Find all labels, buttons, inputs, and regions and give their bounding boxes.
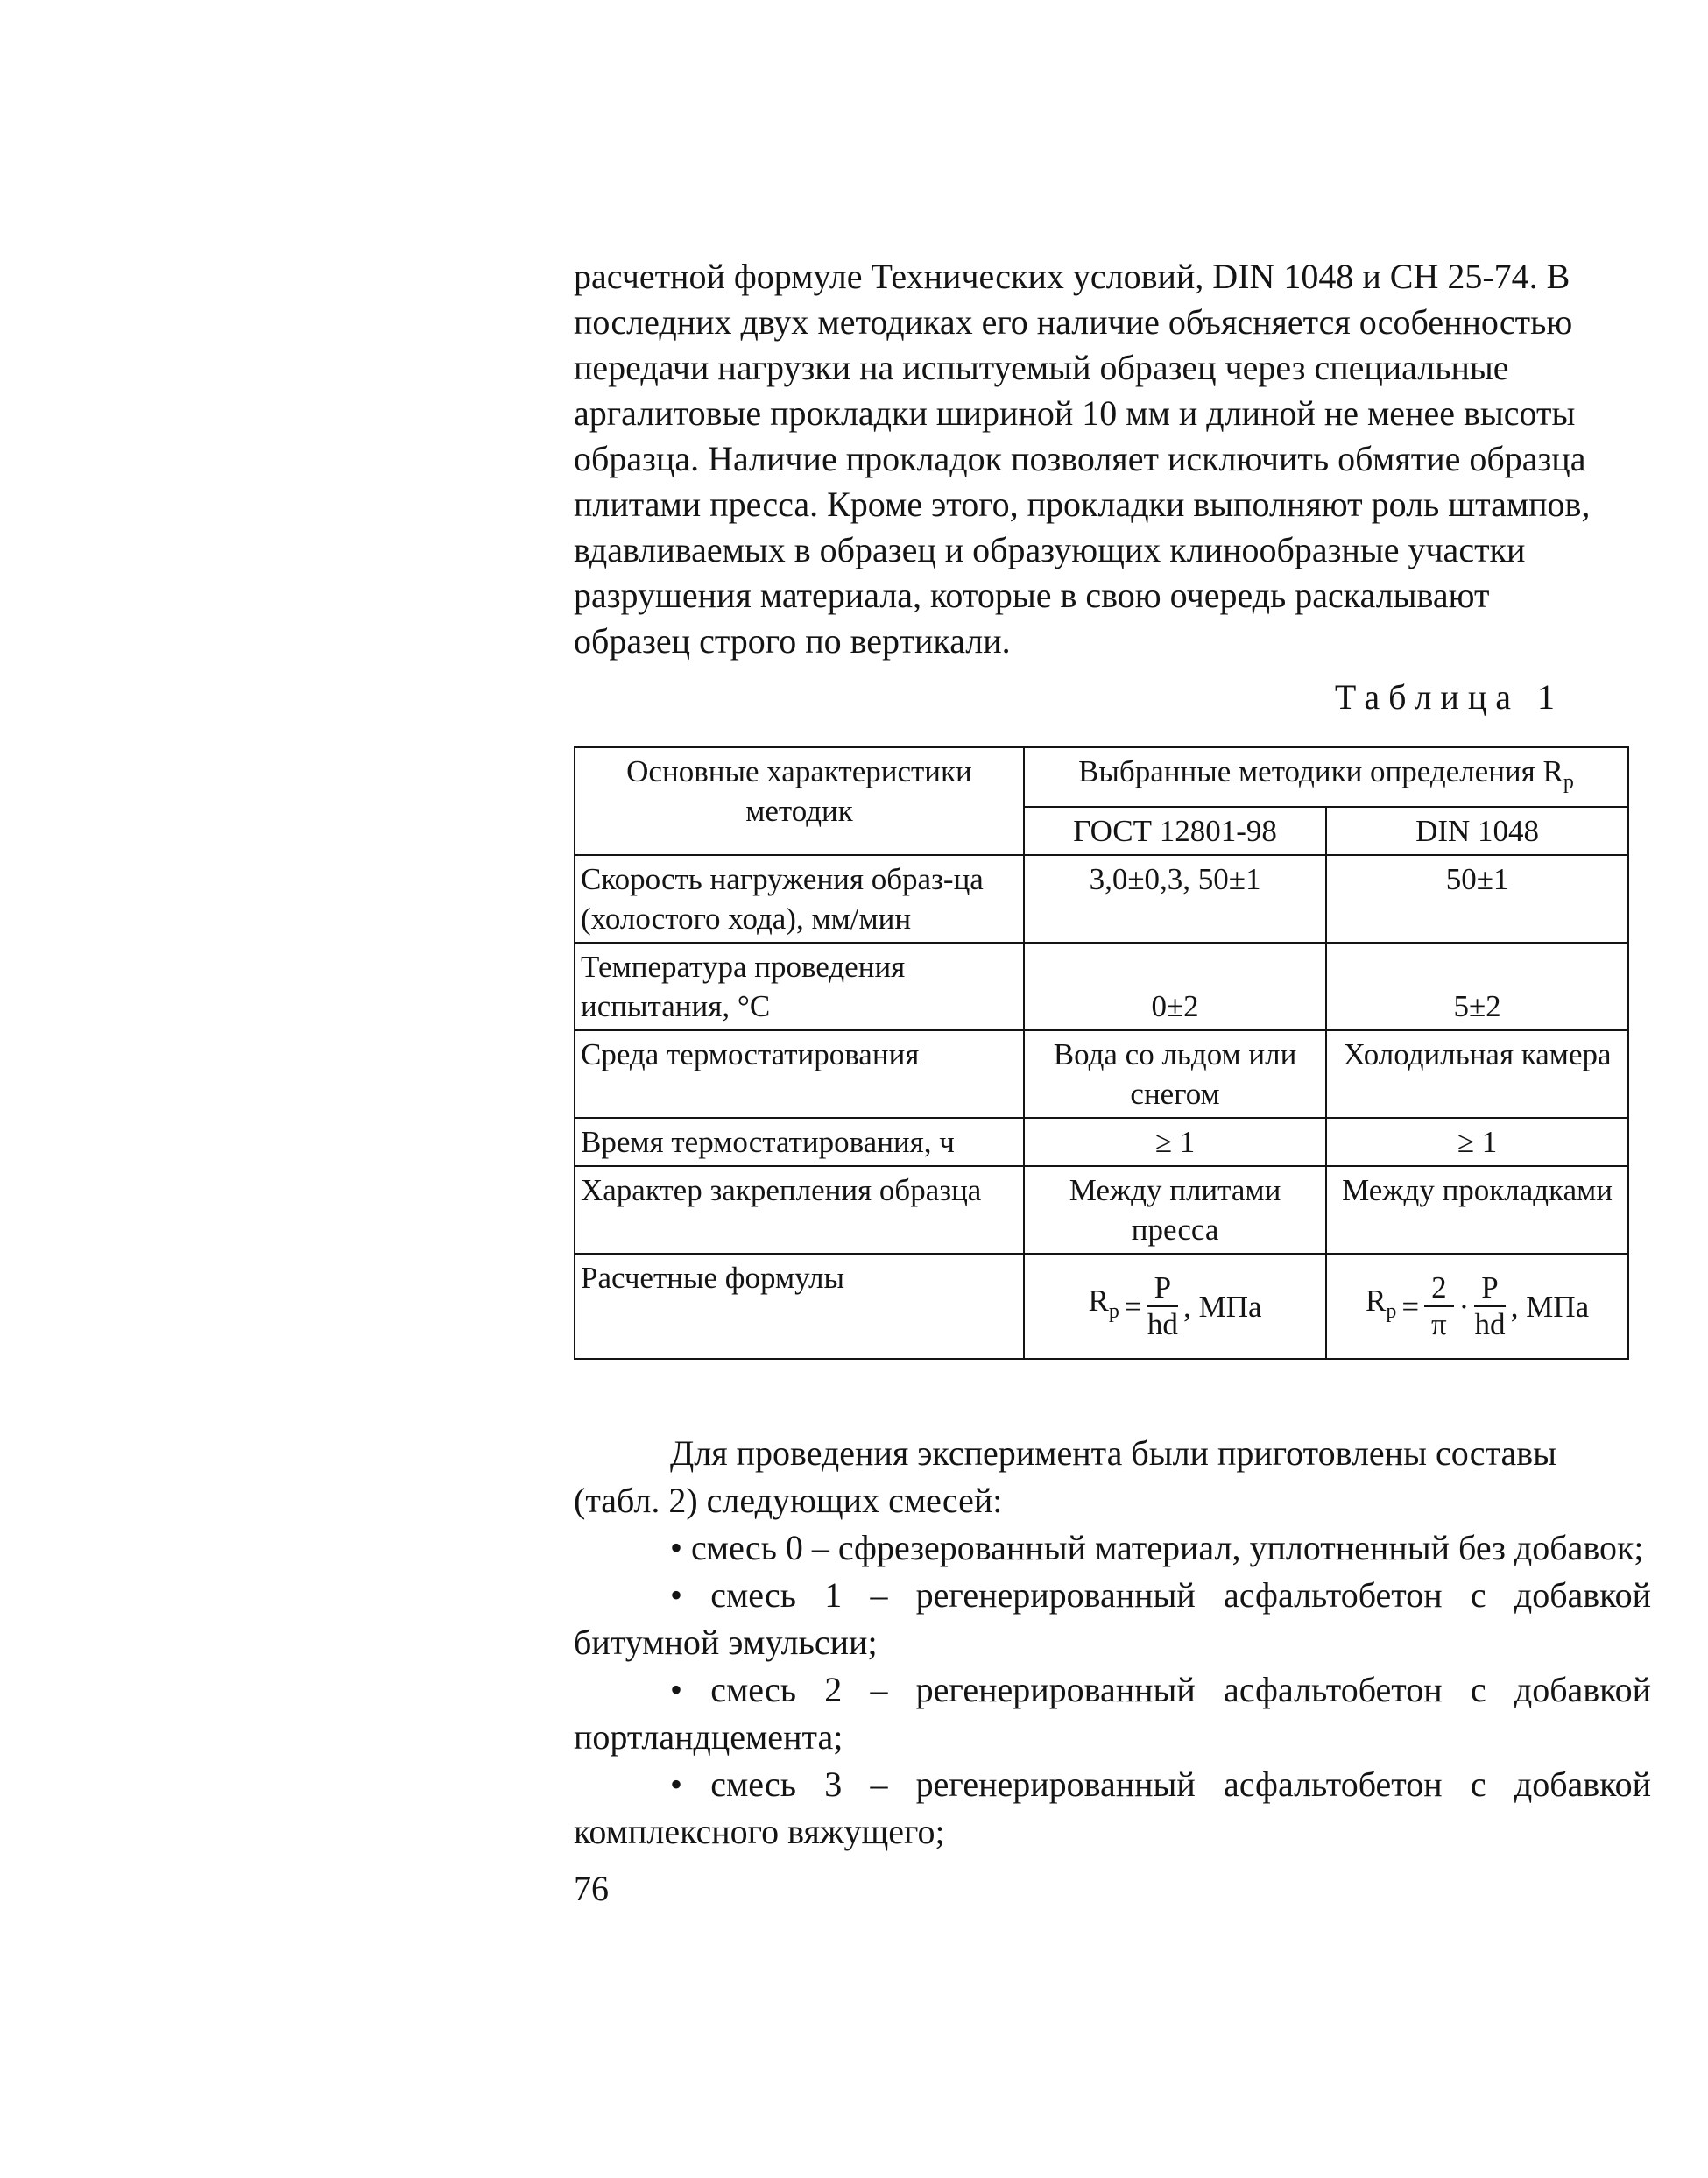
- list-item: • смесь 1 – регенерированный асфальтобетон с добавкой битумной эмульсии;: [574, 1575, 1651, 1662]
- intro-line: вдавливаемых в образец и образующих клинообразные участки: [574, 530, 1526, 569]
- formula-coef-fraction: [1424, 1270, 1454, 1342]
- table-row: [575, 1030, 1628, 1118]
- list-item: • смесь 0 – сфрезерованный материал, уплотненный без добавок;: [670, 1528, 1644, 1567]
- intro-line: последних двух методиках его наличие объясняется особенностью: [574, 302, 1573, 342]
- intro-line: аргалитовые прокладки шириной 10 мм и длиной не менее высоты: [574, 393, 1576, 433]
- row-value-gost: 0±2: [1024, 943, 1326, 1030]
- intro-paragraph: [574, 254, 1651, 664]
- row-value-gost: Вода со льдом или снегом: [1024, 1030, 1326, 1118]
- row-value-din: ≥ 1: [1326, 1118, 1628, 1166]
- row-label: Расчетные формулы: [575, 1254, 1024, 1359]
- row-value-din: Холодильная камера: [1326, 1030, 1628, 1118]
- header-method-gost: ГОСТ 12801-98: [1024, 807, 1326, 855]
- formula-gost-expr: [1089, 1270, 1262, 1342]
- header-group-label: Выбранные методики определения R: [1078, 754, 1563, 788]
- header-selected-methods: [1024, 747, 1628, 807]
- formula-fraction: [1147, 1270, 1178, 1342]
- header-characteristics: Основные характеристики методик: [575, 747, 1024, 855]
- table-row: [575, 855, 1628, 943]
- formula-equals: =: [1401, 1289, 1420, 1324]
- formula-unit: , МПа: [1510, 1289, 1590, 1324]
- formula-gost: [1024, 1254, 1326, 1359]
- formula-unit: , МПа: [1183, 1289, 1262, 1324]
- page-body: [574, 254, 1651, 1915]
- formula-lhs-sub: p: [1108, 1300, 1119, 1323]
- formula-lhs: [1366, 1281, 1396, 1332]
- row-value-din: Между прокладками: [1326, 1166, 1628, 1254]
- formula-din-expr: [1366, 1270, 1589, 1342]
- table-header-row: [575, 747, 1628, 807]
- intro-line: разрушения материала, которые в свою очередь раскалывают: [574, 576, 1490, 615]
- formula-coef-numerator: 2: [1424, 1270, 1454, 1307]
- row-value-gost: ≥ 1: [1024, 1118, 1326, 1166]
- formula-lhs-symbol: R: [1088, 1283, 1109, 1318]
- table-row: [575, 1166, 1628, 1254]
- intro-line: передачи нагрузки на испытуемый образец через специальные: [574, 348, 1509, 387]
- row-value-gost: 3,0±0,3, 50±1: [1024, 855, 1326, 943]
- intro-line: образца. Наличие прокладок позволяет исключить обмятие образца: [574, 439, 1586, 478]
- formula-numerator: P: [1147, 1270, 1178, 1307]
- table-row: [575, 1118, 1628, 1166]
- experiment-line: Для проведения эксперимента были приготовлены составы: [670, 1433, 1556, 1473]
- row-value-gost: Между плитами пресса: [1024, 1166, 1326, 1254]
- table-row: [575, 943, 1628, 1030]
- formula-denominator: hd: [1147, 1307, 1178, 1341]
- intro-line: плитами пресса. Кроме этого, прокладки выполняют роль штампов,: [574, 484, 1591, 524]
- list-item: • смесь 3 – регенерированный асфальтобетон с добавкой комплексного вяжущего;: [574, 1764, 1651, 1851]
- intro-line: образец строго по вертикали.: [574, 621, 1011, 661]
- mixes-list: [574, 1524, 1651, 1856]
- experiment-paragraph: [574, 1430, 1651, 1524]
- experiment-line: (табл. 2) следующих смесей:: [574, 1481, 1003, 1520]
- row-label: Характер закрепления образца: [575, 1166, 1024, 1254]
- table-row-formulas: [575, 1254, 1628, 1359]
- formula-lhs-symbol: R: [1366, 1283, 1387, 1318]
- formula-denominator: hd: [1474, 1307, 1506, 1341]
- formula-lhs-sub: p: [1386, 1300, 1397, 1323]
- row-label: Среда термостатирования: [575, 1030, 1024, 1118]
- formula-equals: =: [1124, 1289, 1142, 1324]
- formula-fraction: [1474, 1270, 1505, 1342]
- formula-lhs: [1089, 1281, 1119, 1332]
- header-method-din: DIN 1048: [1326, 807, 1628, 855]
- table-caption: Таблица 1: [1334, 677, 1563, 717]
- list-item: • смесь 2 – регенерированный асфальтобетон с добавкой портландцемента;: [574, 1670, 1651, 1757]
- formula-din: [1326, 1254, 1628, 1359]
- formula-numerator: P: [1474, 1270, 1505, 1307]
- page-number: 76: [574, 1869, 609, 1908]
- row-label: Температура проведения испытания, °С: [575, 943, 1024, 1030]
- intro-line: расчетной формуле Технических условий, DIN 1048 и СН 25-74. В: [574, 257, 1570, 296]
- row-label: Скорость нагружения образ-ца (холостого хода), мм/мин: [575, 855, 1024, 943]
- formula-coef-denominator: π: [1431, 1307, 1447, 1341]
- row-label: Время термостатирования, ч: [575, 1118, 1024, 1166]
- row-value-din: 5±2: [1326, 943, 1628, 1030]
- methods-table: [574, 746, 1629, 1360]
- header-group-sub: p: [1563, 771, 1574, 794]
- formula-dot: ·: [1458, 1289, 1470, 1324]
- row-value-din: 50±1: [1326, 855, 1628, 943]
